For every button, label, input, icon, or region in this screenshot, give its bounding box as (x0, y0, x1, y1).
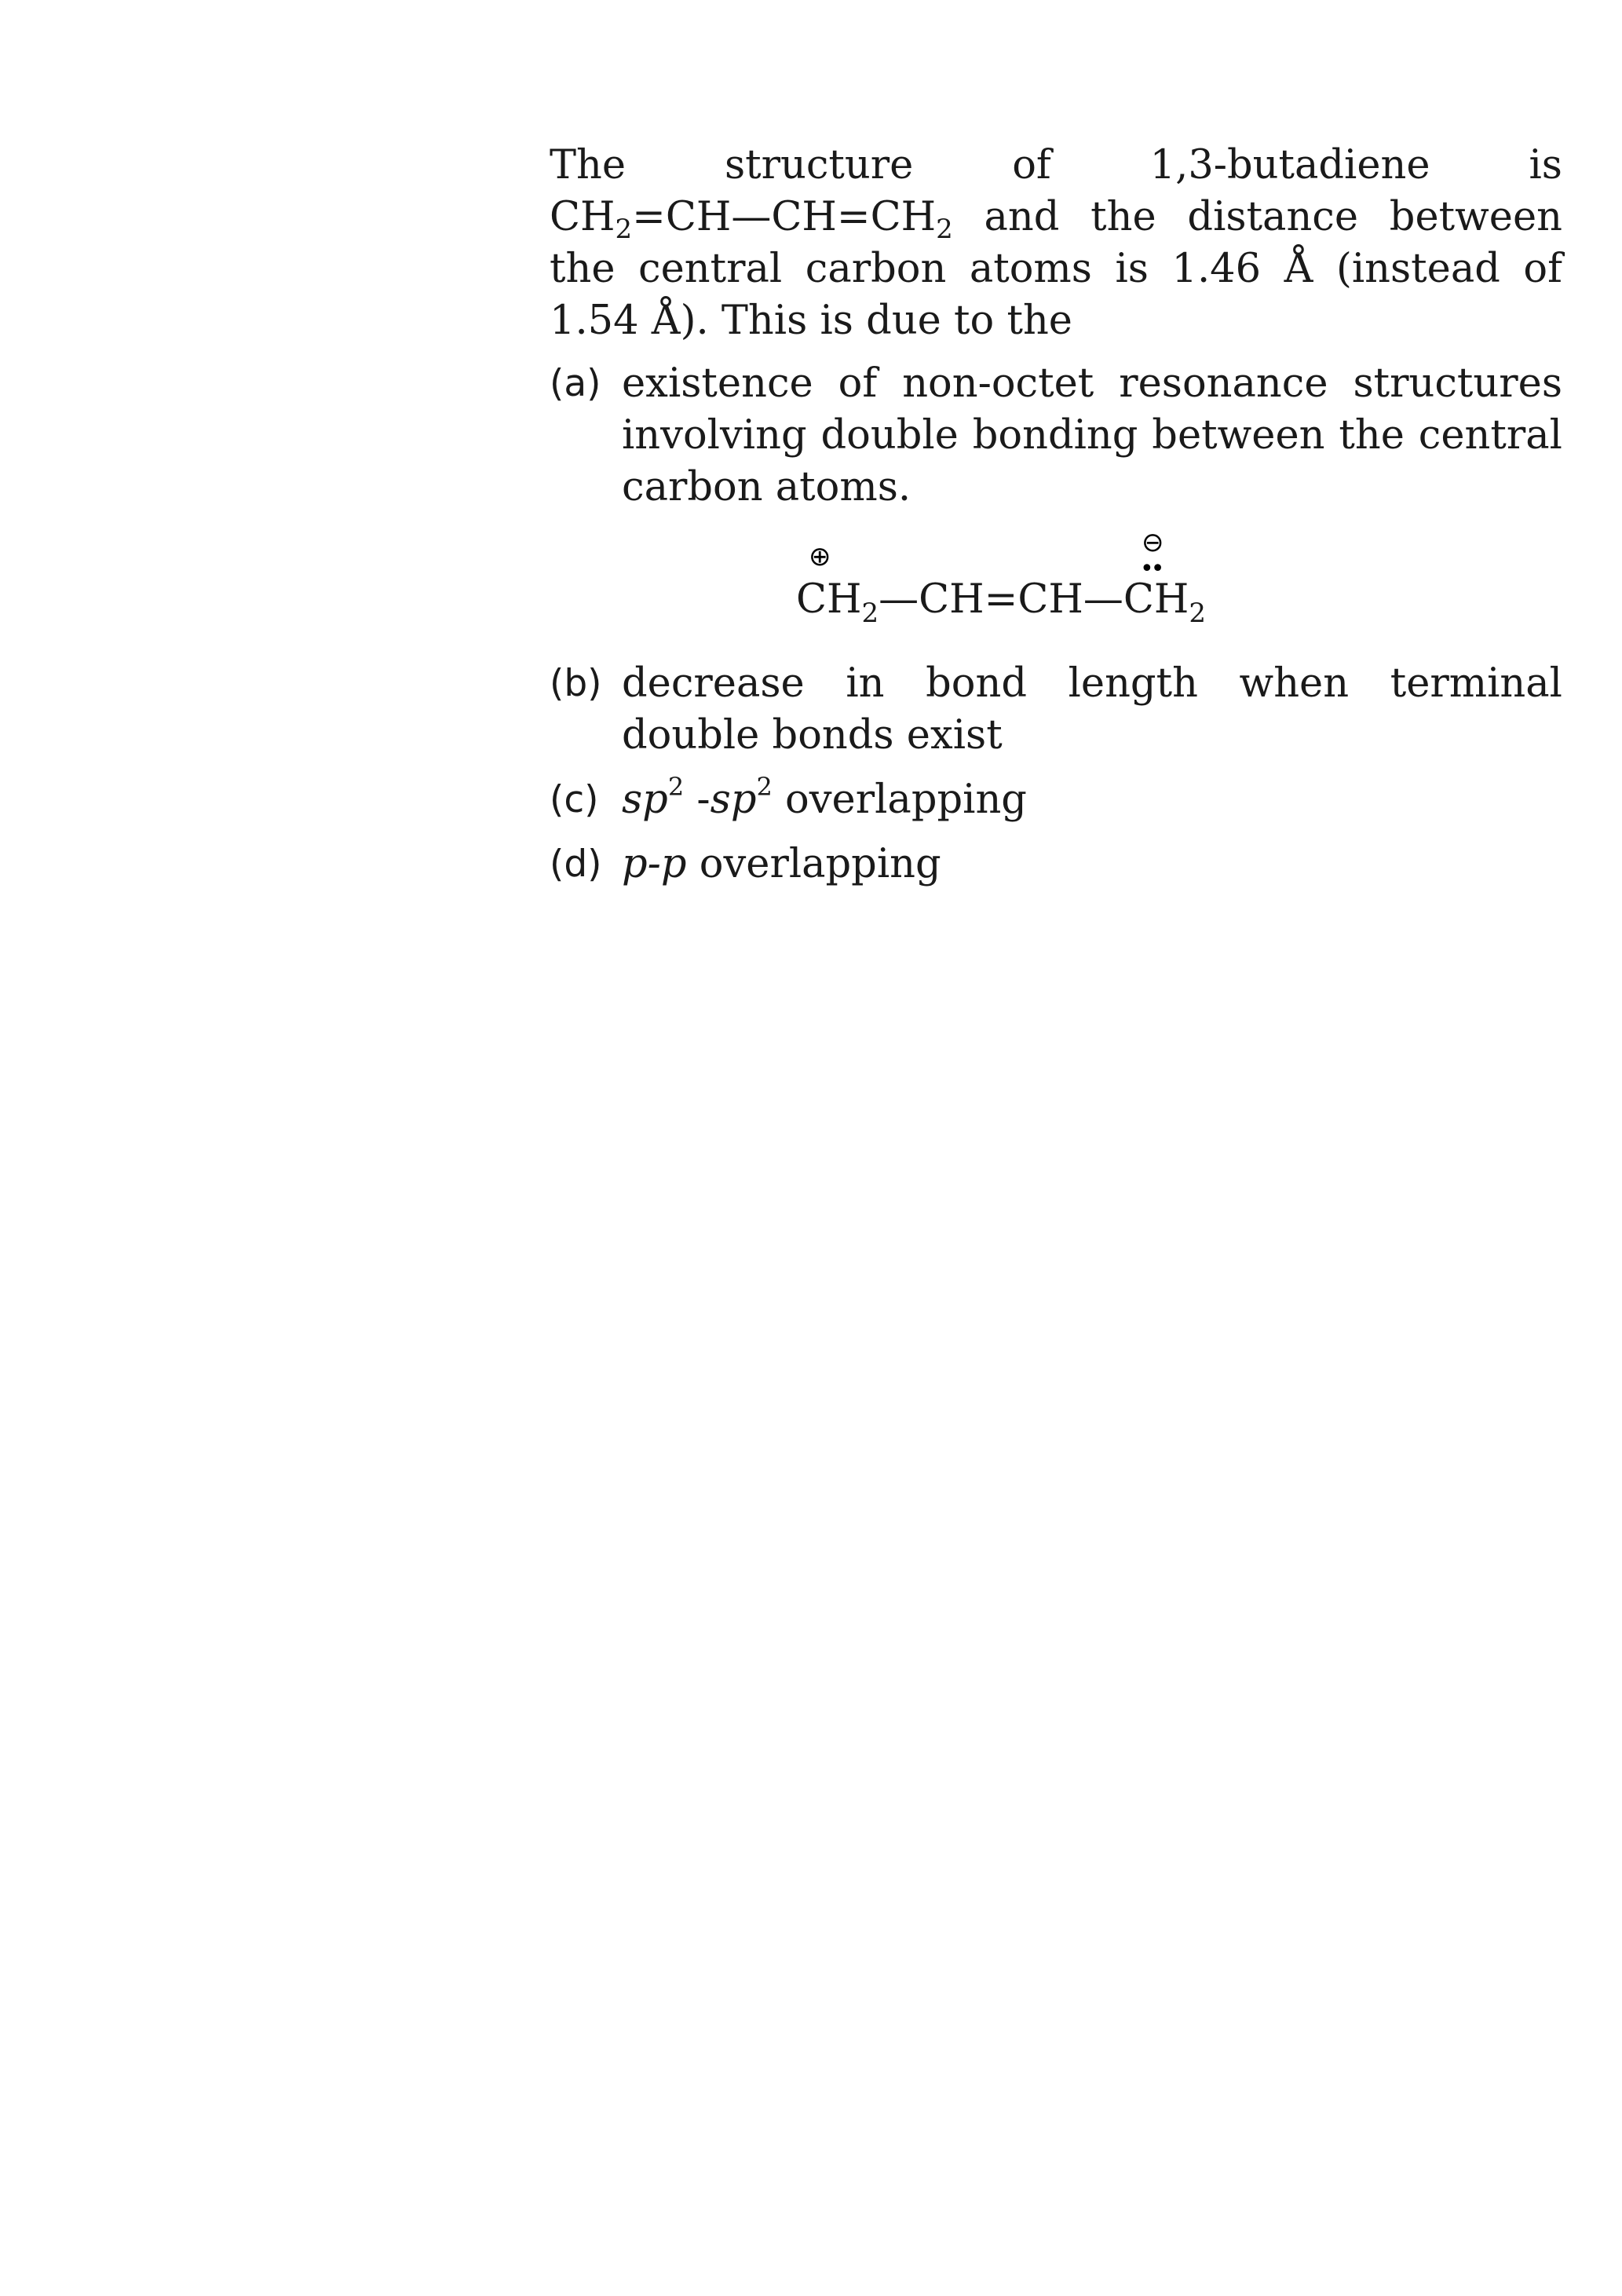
option-label: (b) (550, 662, 602, 705)
option-c[interactable] (550, 774, 1562, 826)
stem-word: 1,3-butadiene (1149, 142, 1430, 188)
minus-charge-symbol: ⊖ (1142, 527, 1164, 558)
option-a[interactable] (550, 358, 1562, 514)
option-text: p-p overlapping (622, 841, 941, 887)
option-d[interactable] (550, 839, 1562, 890)
option-label: (d) (550, 843, 602, 886)
stem-word: of (1012, 142, 1051, 188)
stem-word: structure (724, 142, 914, 188)
stem-word: is (1529, 142, 1562, 188)
options-list (550, 358, 1562, 890)
stem-body (550, 192, 1562, 347)
option-text: existence of non-octet resonance structures involving double bonding between the central carbon atoms. (622, 360, 1562, 510)
butadiene-formula: $CH_2=CH—CH=CH_2$ (550, 194, 953, 245)
option-label: (c) (550, 778, 599, 821)
stem-text: and the distance between the central carbon atoms is 1.46 Å (instead of 1.54 Å). This is due to the (550, 194, 1562, 344)
option-label: (a) (550, 362, 601, 405)
resonance-structure-drawing (785, 526, 1288, 652)
plus-charge-symbol: ⊕ (809, 541, 831, 572)
stem-word: The (550, 142, 627, 188)
lone-pair-dots: •• (1140, 555, 1162, 583)
resonance-structure (550, 526, 1562, 652)
question-block (550, 140, 1562, 903)
option-b[interactable] (550, 658, 1562, 762)
stem-first-line (550, 140, 1562, 192)
question-stem (550, 140, 1562, 347)
option-text: decrease in bond length when terminal double bonds exist (622, 660, 1562, 759)
option-text: $sp^2$ $-sp^2$ overlapping (622, 772, 1027, 823)
structure-formula: $CH_2—CH=CH—CH_2$ (796, 576, 1207, 629)
